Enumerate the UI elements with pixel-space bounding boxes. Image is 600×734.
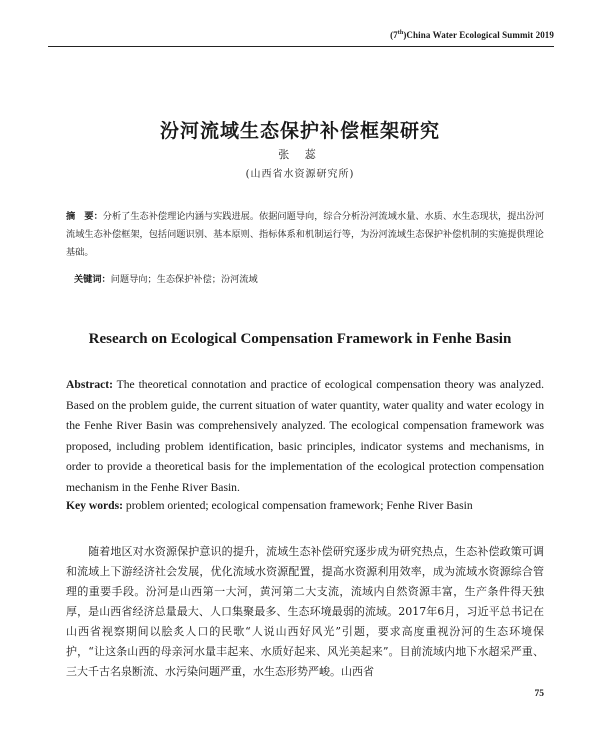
- body-paragraph: [66, 542, 544, 682]
- keywords-en-text: problem oriented; ecological compensation framework; Fenhe River Basin: [123, 499, 473, 512]
- keywords-cn-label: 关键词：: [74, 274, 111, 285]
- keywords-en-label: Key words:: [66, 499, 123, 512]
- body-text: 随着地区对水资源保护意识的提升，流域生态补偿研究逐步成为研究热点，生态补偿政策可调和流域上下游经济社会发展，优化流域水资源配置，提高水资源利用效率，成为流域水资源综合管理的重要手段。汾河是山西第一大河，黄河第二大支流，流域内自然资源丰富，生产条件得天独厚，是山西省经济总量最大、人口集聚最多、生态环境最弱的流域。2017年6月，习近平总书记在山西省视察期间以脍炙人口的民歌“人说山西好风光”引题，要求高度重视汾河的生态环境保护，“让这条山西的母亲河水量丰起来、水质好起来、风光美起来”。目前流域内地下水超采严重、三大千古名泉断流、水污染问题严重，水生态形势严峻。山西省: [66, 545, 544, 678]
- abstract-en-label: Abstract:: [66, 378, 114, 391]
- abstract-en-text: The theoretical connotation and practice of ecological compensation theory was analyzed. Based on the problem guide, the current situation of water quantity, water quality and water ecology in the Fenhe River Basin was comprehensively analyzed. The ecological compensation framework was proposed, including problem identification, basic principles, indicator systems and mechanisms, in order to provide a theoretical basis for the implementation of the ecological protection compensation mechanism in the Fenhe River Basin.: [66, 378, 544, 494]
- abstract-cn-text: 分析了生态补偿理论内涵与实践进展。依据问题导向，综合分析汾河流域水量、水质、水生态现状，提出汾河流域生态补偿框架，包括问题识别、基本原则、指标体系和机制运行等，为汾河流域生态保护补偿机制的实施提供理论基础。: [66, 211, 545, 258]
- abstract-en: [66, 375, 544, 498]
- keywords-en: [66, 499, 544, 512]
- keywords-cn: [74, 271, 544, 285]
- running-header: (7th)China Water Ecological Summit 2019: [390, 30, 554, 40]
- affiliation: (山西省水资源研究所): [245, 169, 355, 180]
- abstract-cn-label: 摘 要：: [66, 211, 103, 222]
- abstract-cn: [66, 208, 544, 262]
- page-number: 75: [534, 689, 544, 699]
- paper-title-cn: 汾河流域生态保护补偿框架研究: [159, 120, 440, 142]
- paper-title-en: Research on Ecological Compensation Framework in Fenhe Basin: [88, 331, 512, 347]
- keywords-cn-text: 问题导向；生态保护补偿；汾河流域: [110, 274, 258, 285]
- author-name: 张 蕊: [278, 148, 322, 161]
- header-rule: [48, 46, 554, 47]
